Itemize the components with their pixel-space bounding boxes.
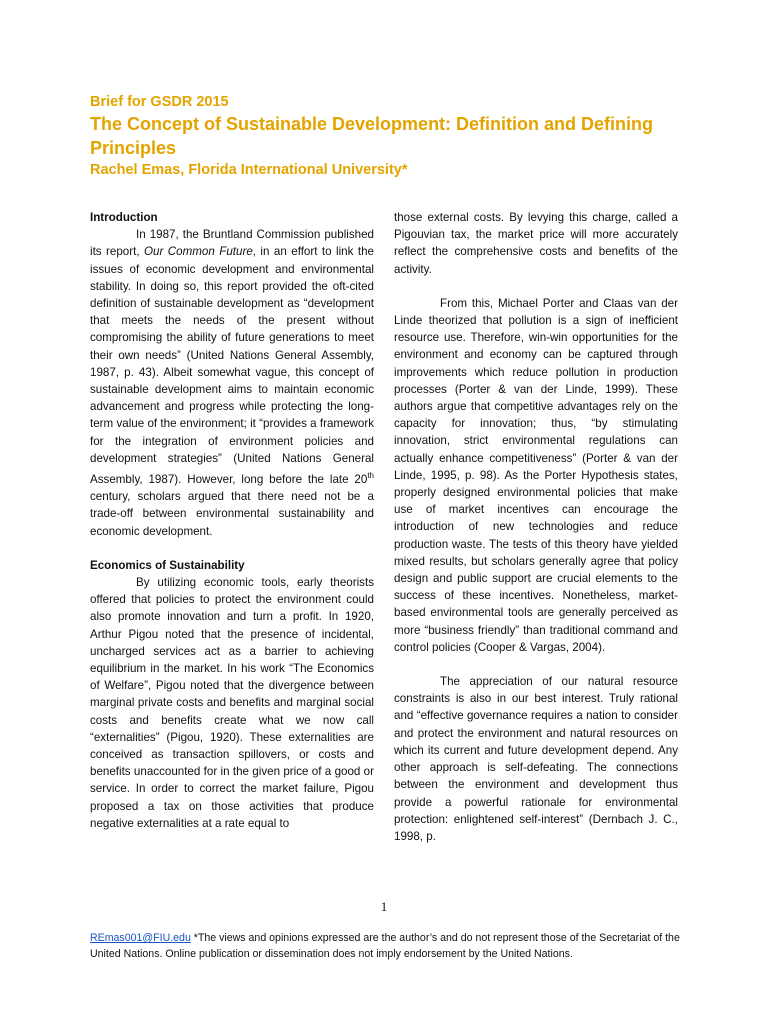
- intro-text-a: In 1987, the Bruntland Commission published its report,: [90, 228, 374, 259]
- introduction-paragraph: [90, 226, 374, 540]
- document-title: The Concept of Sustainable Development: Definition and Defining Principles: [90, 114, 654, 158]
- brief-header: [90, 92, 690, 180]
- introduction-heading: Introduction: [90, 211, 158, 224]
- disclaimer-text: *The views and opinions expressed are the author’s and do not represent those of the Secretariat of the United Nations. Online publication or dissemination does not imply endorsement by the United Nations.: [90, 932, 680, 960]
- economics-heading: Economics of Sustainability: [90, 558, 245, 572]
- intro-superscript: th: [367, 471, 374, 481]
- resource-constraints-paragraph: The appreciation of our natural resource constraints is also in our best interest. Truly rational and “effective governance requires a nation to consider and protect the environment and natural resources on which its current and future development depend. Any other approach is self-defeating. The connections between the environment and development thus provide a powerful rationale for environmental protection: enlightened self-interest” (Dernbach J. C., 1998, p.: [394, 675, 678, 843]
- footnote: [90, 930, 680, 962]
- economics-paragraph: By utilizing economic tools, early theorists offered that policies to protect the environment could also promote innovation and turn a profit. In 1920, Arthur Pigou noted that the presence of incidental, uncharged services act as a barrier to achieving equilibrium in the market. In his work “The Economics of Welfare”, Pigou noted that the divergence between marginal private costs and benefits and marginal social costs and benefits create what we now call “externalities” (Pigou, 1920). These externalities are conceived as transaction spillovers, or costs and benefits unaccounted for in the given price of a good or service. In order to correct the market failure, Pigou proposed a tax on those activities that produce negative externalities at a rate equal to: [90, 575, 374, 830]
- intro-report-title: Our Common Future: [144, 245, 253, 259]
- intro-text-b: , in an effort to link the issues of economic development and environmental stability. In doing so, this report provided the oft-cited definition of sustainable development as “development that meets the needs of the present without compromising the ability of future generations to meet their own needs” (United Nations General Assembly, 1987, p. 43). Albeit somewhat vague, this concept of sustainable development aims to maintain economic advancement and progress while protecting the long-term value of the environment; it “provides a framework for the integration of environment policies and development strategies” (United Nations General Assembly, 1987). However, long before the late 20: [90, 245, 374, 486]
- author-line: Rachel Emas, Florida International University*: [90, 162, 408, 178]
- author-email-link[interactable]: REmas001@FIU.edu: [90, 932, 191, 944]
- left-column: [90, 209, 374, 832]
- right-column: [394, 209, 678, 845]
- page-number: 1: [380, 899, 388, 914]
- pigouvian-paragraph: those external costs. By levying this charge, called a Pigouvian tax, the market price will more accurately reflect the comprehensive costs and benefits of the activity.: [394, 211, 678, 276]
- intro-text-c: century, scholars argued that there need not be a trade-off between environmental sustainability and economic development.: [90, 490, 374, 538]
- porter-paragraph: From this, Michael Porter and Claas van der Linde theorized that pollution is a sign of inefficient resource use. Therefore, win-win opportunities for the environment and economy can be captured through improvements which reduce pollution in production processes (Porter & van der Linde, 1999). These authors argue that competitive advantages rely on the capacity for innovation; thus, “by stimulating innovation, strict environmental regulations can actually enhance competitiveness” (Porter & van der Linde, 1995, p. 98). As the Porter Hypothesis states, properly designed environmental policies that make use of market incentives can encourage the introduction of new technologies and reduce production waste. The tests of this theory have yielded mixed results, but scholars generally agree that policy design and public support are crucial elements to the success of these incentives. Nonetheless, market-based environmental tools are generally perceived as more “business friendly” than traditional command and control policies (Cooper & Vargas, 2004).: [394, 296, 678, 654]
- brief-label: Brief for GSDR 2015: [90, 94, 229, 110]
